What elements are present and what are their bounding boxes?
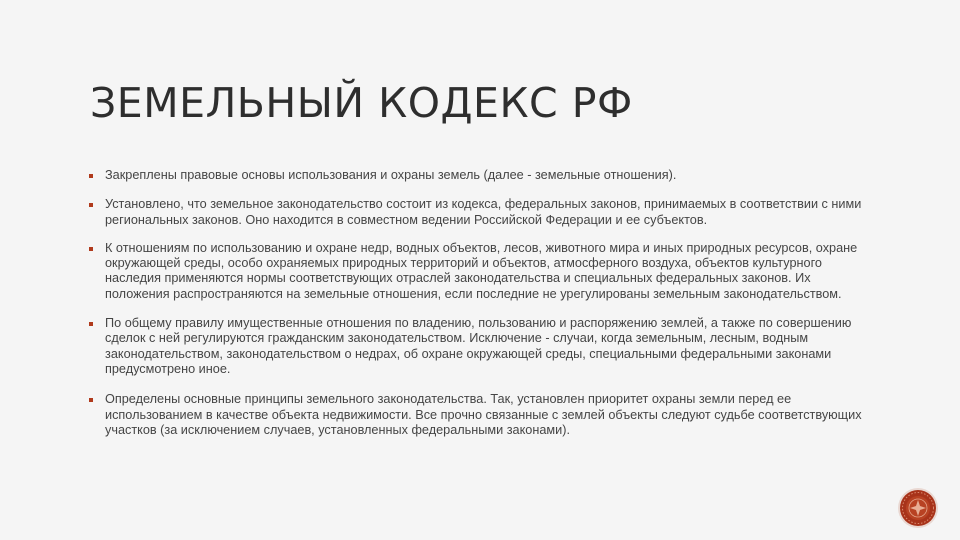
square-bullet-icon [89,203,93,207]
bullet-text: Закреплены правовые основы использования и охраны земель (далее - земельные отношения). [105,168,677,182]
square-bullet-icon [89,398,93,402]
square-bullet-icon [89,247,93,251]
bullet-item [88,241,868,302]
bullet-list [88,168,868,452]
bullet-item [88,168,868,183]
bullet-text: По общему правилу имущественные отношения по владению, пользованию и распоряжению землей, а также по совершению сделок с ней регулируются гражданским законодательством. Исключение - случаи, когда земельным, лесным, водным законодательством, законодательством о недрах, об охране окружающей среды, специальными федеральными законами предусмотрено иное. [105,316,852,376]
square-bullet-icon [89,322,93,326]
bullet-text: Определены основные принципы земельного законодательства. Так, установлен приоритет охраны земли перед ее использованием в качестве объекта недвижимости. Все прочно связанные с землей объекты следуют судьбе соответствующих участков (за исключением случаев, установленных федеральными законами). [105,392,862,437]
round-emblem-icon [897,487,939,529]
bullet-item [88,392,868,438]
square-bullet-icon [89,174,93,178]
bullet-item [88,197,868,228]
bullet-item [88,316,868,377]
bullet-text: Установлено, что земельное законодательство состоит из кодекса, федеральных законов, принимаемых в соответствии с ними региональных законов. Оно находится в совместном ведении Российской Федерации и ее субъектов. [105,197,862,227]
bullet-text: К отношениям по использованию и охране недр, водных объектов, лесов, животного мира и иных природных ресурсов, охране окружающей среды, особо охраняемых природных территорий и объектов, атмосферного воздуха, объектов культурного наследия применяются нормы соответствующих отраслей законодательства и специальных федеральных законов. Их положения распространяются на земельные отношения, если последние не урегулированы земельным законодательством. [105,240,858,301]
slide-title: ЗЕМЕЛЬНЫЙ КОДЕКС РФ [90,79,633,127]
